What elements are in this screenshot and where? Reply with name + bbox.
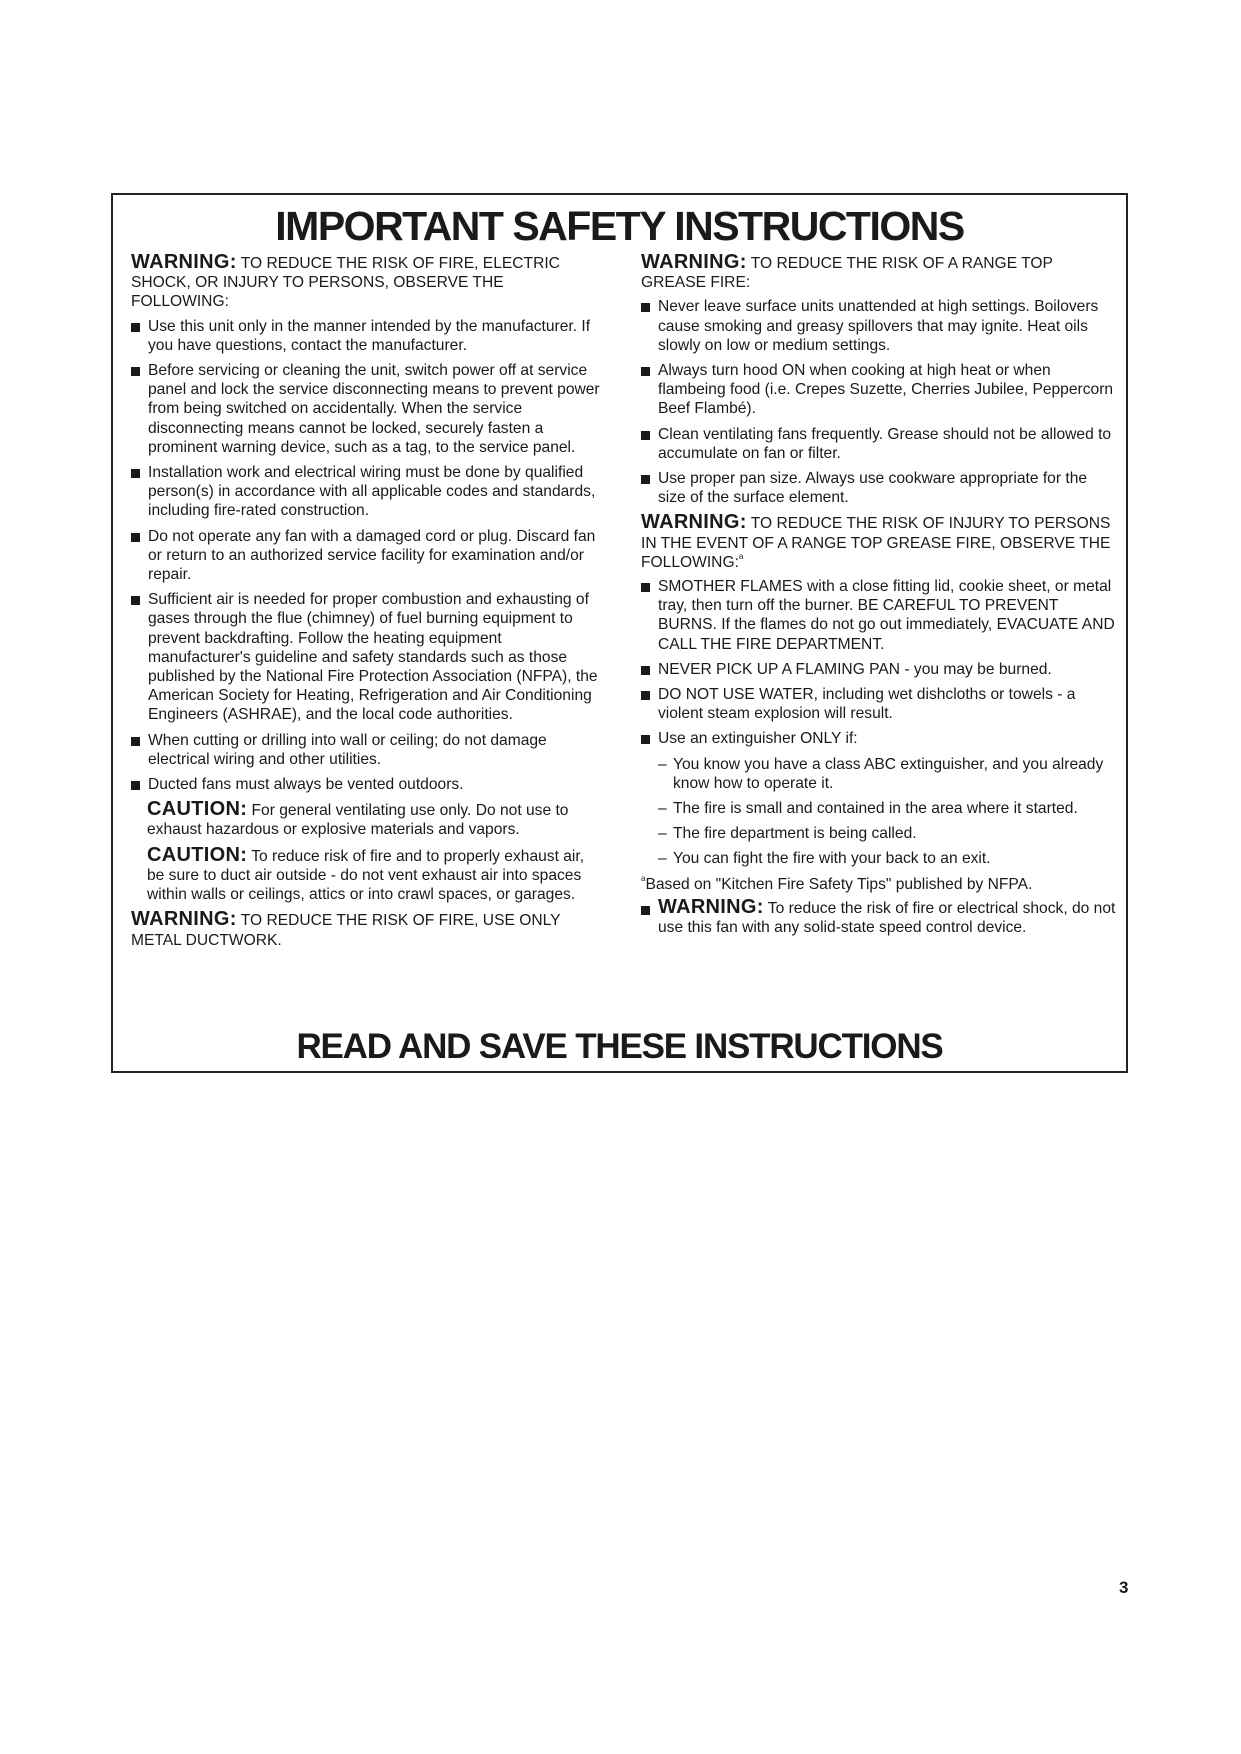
warning-text: To reduce the risk of fire or electrical shock, do not use this fan with any solid-state speed control device.: [658, 899, 1116, 937]
caution-keyword: CAUTION:: [147, 843, 248, 866]
bullet-square-icon: [641, 583, 650, 592]
bullet-square-icon: [131, 737, 140, 746]
footnote-text: Based on "Kitchen Fire Safety Tips" published by NFPA.: [645, 875, 1033, 893]
warning-keyword: WARNING:: [641, 511, 747, 534]
warning-speed-control: [641, 895, 1119, 937]
bullet-square-icon: [131, 596, 140, 605]
caution-duct-outside: [131, 843, 604, 905]
right-bullet-list-3: [641, 895, 1119, 937]
list-item: SMOTHER FLAMES with a close fitting lid, cookie sheet, or metal tray, then turn off the burner. BE CAREFUL TO PREVENT BURNS. If the flames do not go out immediately, EVACUATE AND CALL THE FIRE DEPARTMENT.: [641, 577, 1119, 654]
bullet-square-icon: [641, 303, 650, 312]
bullet-square-icon: [131, 781, 140, 790]
warning-metal-ductwork: [131, 910, 604, 949]
list-item: – The fire is small and contained in the area where it started.: [658, 800, 1078, 818]
bullet-square-icon: [131, 323, 140, 332]
bullet-square-icon: [131, 367, 140, 376]
list-item: Clean ventilating fans frequently. Grease should not be allowed to accumulate on fan or filter.: [641, 425, 1119, 463]
dash-mark: –: [658, 825, 667, 843]
list-item: Do not operate any fan with a damaged cord or plug. Discard fan or return to an authorized service facility for examination and/or repair.: [131, 527, 604, 585]
warning-grease-fire: [641, 253, 1119, 292]
dash-mark: –: [658, 755, 667, 773]
bullet-square-icon: [641, 735, 650, 744]
warning-text: TO REDUCE THE RISK OF INJURY TO PERSONS IN THE EVENT OF A RANGE TOP GREASE FIRE, OBSERVE THE FOLLOWING:: [641, 515, 1111, 571]
list-item: Always turn hood ON when cooking at high heat or when flambeing food (i.e. Crepes Suzette, Cherries Jubilee, Peppercorn Beef Flambé).: [641, 361, 1119, 419]
list-item: Installation work and electrical wiring must be done by qualified person(s) in accordance with all applicable codes and standards, including fire-rated construction.: [131, 463, 604, 521]
right-column: [641, 253, 1119, 943]
list-item: Use proper pan size. Always use cookware appropriate for the size of the surface element.: [641, 469, 1119, 507]
caution-text: To reduce risk of fire and to properly exhaust air, be sure to duct air outside - do not vent exhaust air into spaces within walls or ceilings, attics or into crawl spaces, or garages.: [147, 847, 585, 904]
bullet-square-icon: [641, 367, 650, 376]
warning-injury-grease-fire: [641, 513, 1119, 572]
bullet-square-icon: [131, 469, 140, 478]
bullet-square-icon: [641, 431, 650, 440]
bullet-square-icon: [641, 666, 650, 675]
warning-electric-shock: [131, 253, 604, 312]
left-column: [131, 253, 604, 955]
list-item: – The fire department is being called.: [658, 825, 917, 843]
list-item: When cutting or drilling into wall or ceiling; do not damage electrical wiring and other utilities.: [131, 731, 604, 769]
bullet-square-icon: [641, 906, 650, 915]
right-bullet-list-2: [641, 577, 1119, 749]
list-item: Use an extinguisher ONLY if:: [641, 729, 1119, 748]
safety-instructions-box: [111, 193, 1128, 1073]
footnote-marker: a: [738, 551, 744, 561]
list-item: DO NOT USE WATER, including wet dishcloths or towels - a violent steam explosion will result.: [641, 685, 1119, 723]
list-item: – You can fight the fire with your back to an exit.: [658, 850, 991, 868]
list-item: Before servicing or cleaning the unit, switch power off at service panel and lock the service disconnecting means to prevent power from being switched on accidentally. When the service disconnecting means cannot be locked, securely fasten a prominent warning device, such as a tag, to the service panel.: [131, 361, 604, 457]
warning-text: TO REDUCE THE RISK OF FIRE, USE ONLY METAL DUCTWORK.: [131, 912, 561, 949]
footer-title: READ AND SAVE THESE INSTRUCTIONS: [296, 1027, 943, 1066]
warning-text: TO REDUCE THE RISK OF A RANGE TOP GREASE FIRE:: [641, 255, 1053, 292]
list-item: Ducted fans must always be vented outdoors.: [131, 775, 604, 794]
dash-mark: –: [658, 800, 667, 818]
warning-keyword: WARNING:: [131, 251, 237, 273]
page-number: 3: [1119, 1578, 1129, 1597]
extinguisher-conditions-list: [658, 755, 1119, 869]
caution-general-use: [131, 800, 604, 839]
page-title: IMPORTANT SAFETY INSTRUCTIONS: [275, 203, 964, 249]
warning-keyword: WARNING:: [641, 251, 747, 273]
caution-keyword: CAUTION:: [147, 798, 248, 821]
list-item: NEVER PICK UP A FLAMING PAN - you may be burned.: [641, 660, 1119, 679]
list-item: Use this unit only in the manner intended by the manufacturer. If you have questions, contact the manufacturer.: [131, 317, 604, 355]
bullet-square-icon: [641, 475, 650, 484]
bullet-square-icon: [131, 533, 140, 542]
caution-text: For general ventilating use only. Do not use to exhaust hazardous or explosive materials and vapors.: [147, 802, 569, 839]
list-item: Never leave surface units unattended at high settings. Boilovers cause smoking and greasy spillovers that may ignite. Heat oils slowly on low or medium settings.: [641, 297, 1119, 355]
footnote-marker: a: [641, 873, 646, 883]
list-item: – You know you have a class ABC extinguisher, and you already know how to operate it.: [658, 755, 1104, 792]
left-bullet-list: [131, 317, 604, 795]
warning-text: TO REDUCE THE RISK OF FIRE, ELECTRIC SHOCK, OR INJURY TO PERSONS, OBSERVE THE FOLLOWING:: [131, 255, 560, 311]
warning-keyword: WARNING:: [658, 895, 764, 918]
footnote: [641, 875, 1119, 894]
bullet-square-icon: [641, 691, 650, 700]
dash-mark: –: [658, 850, 667, 868]
right-bullet-list-1: [641, 297, 1119, 507]
list-item: Sufficient air is needed for proper combustion and exhausting of gases through the flue (chimney) of fuel burning equipment to prevent backdrafting. Follow the heating equipment manufacturer's guideline and safety standards such as those published by the National Fire Protection Association (NFPA), the American Society for Heating, Refrigeration and Air Conditioning Engineers (ASHRAE), and the local code authorities.: [131, 590, 604, 724]
warning-keyword: WARNING:: [131, 908, 237, 931]
